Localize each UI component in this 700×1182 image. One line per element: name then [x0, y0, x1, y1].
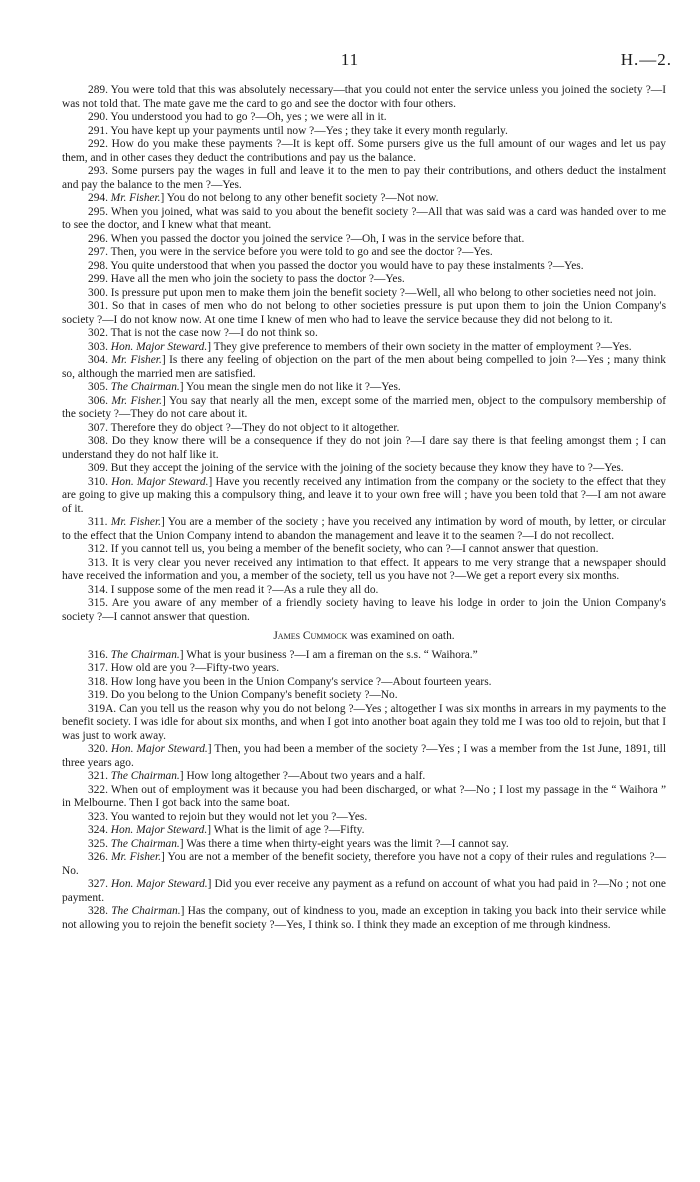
speaker-name: Hon. Major Steward. — [110, 743, 208, 755]
question-paragraph — [62, 165, 666, 192]
question-text: 307. Therefore they do object ?—They do not object to it altogether. — [88, 421, 400, 434]
question-text: You mean the single men do not like it ?—Yes. — [186, 381, 401, 393]
question-number: 320. — [88, 743, 108, 755]
question-number: 294. — [88, 192, 108, 204]
question-text: They give preference to members of their own society in the matter of employment ?—Yes. — [213, 340, 632, 353]
question-number: 328. — [88, 905, 108, 917]
question-number: 324. — [88, 824, 108, 836]
question-paragraph: 320. Hon. Major Steward.] Then, you had been a member of the society ?—Yes ; I was a member from the 1st June, 1891, till three years ago. — [62, 743, 667, 769]
witness-heading-rest: was examined on oath. — [347, 630, 455, 642]
question-text: Has the company, out of kindness to you, made an exception in taking you back into their service while not allowing you to rejoin the benefit society ?—Yes, I think so. I think they made an exception of me through kindness. — [62, 905, 666, 931]
witness-heading — [62, 630, 666, 644]
question-text: 297. Then, you were in the service before you were told to go and see the doctor ?—Yes. — [88, 246, 493, 258]
question-paragraph — [62, 543, 666, 557]
question-paragraph: 316. The Chairman.] What is your business ?—I am a fireman on the s.s. “ Waihora.” — [88, 648, 478, 661]
question-text: 313. It is very clear you never received any intimation to that effect. It appears to me very strange that a newspaper should have received the information and you, a member of the society, tell us you have not ?—We get a report every six months. — [62, 556, 666, 582]
question-text: 290. You understood you had to go ?—Oh, yes ; we were all in it. — [88, 111, 387, 123]
question-paragraph: 328. The Chairman.] Has the company, out of kindness to you, made an exception in taking you back into their service while not allowing you to rejoin the benefit society ?—Yes, I think so. I think they made an exception of me through kindness. — [62, 905, 666, 931]
question-text: 315. Are you aware of any member of a friendly society having to leave his lodge in order to join the Union Company's society ?—I cannot answer that question. — [62, 597, 666, 623]
speaker-name: Hon. Major Steward. — [110, 878, 208, 890]
speaker-name: The Chairman. — [110, 648, 180, 661]
speaker-name: Hon. Major Steward. — [111, 475, 209, 488]
question-text: Was there a time when thirty-eight years was the limit ?—I cannot say. — [186, 837, 509, 850]
question-paragraph: 306. Mr. Fisher.] You say that nearly all the men, except some of the married men, object to the compulsory membership of the society ?—They do not care about it. — [62, 394, 666, 420]
question-text: 322. When out of employment was it because you had been discharged, or what ?—No ; I lost my passage in the “ Waihora ” in Melbourne. Then I got back into the same boat. — [62, 783, 666, 809]
question-number: 303. — [88, 340, 108, 353]
question-paragraph: 324. Hon. Major Steward.] What is the limit of age ?—Fifty. — [88, 824, 365, 836]
speaker-name: Mr. Fisher. — [111, 354, 162, 366]
question-paragraph — [62, 138, 666, 165]
question-paragraph — [62, 246, 666, 260]
speaker-name: Mr. Fisher. — [110, 192, 161, 204]
question-number: 304. — [88, 354, 108, 366]
question-paragraph — [62, 676, 666, 690]
question-text: You are not a member of the benefit society, therefore you have not a copy of their rules and regulations ?—No. — [62, 851, 666, 877]
question-text: You do not belong to any other benefit society ?—Not now. — [166, 192, 439, 204]
question-text: 308. Do they know there will be a consequence if they do not join ?—I dare say there is that feeling amongst them ; I can understand they do not half like it. — [62, 435, 666, 461]
question-paragraph: 310. Hon. Major Steward.] Have you recently received any intimation from the company or the society to the effect that they are going to give up making this a compulsory thing, and leave it to your own free will ; have you been told that ?—I am not aware of it. — [62, 475, 666, 515]
question-text: 298. You quite understood that when you passed the doctor you would have to pay these instalments ?—Yes. — [88, 259, 584, 272]
question-text: 319A. Can you tell us the reason why you do not belong ?—Yes ; altogether I was six months in arrears in my payments to the benefit society. I was idle for about six months, and when I got into another boat again they told me I was too old to rejoin, but that I was just to work away. — [62, 702, 666, 742]
speaker-name: The Chairman. — [110, 837, 180, 850]
question-paragraph — [62, 300, 666, 327]
speaker-name: Mr. Fisher. — [110, 516, 162, 528]
question-paragraph — [62, 703, 666, 744]
question-paragraph — [62, 435, 666, 462]
question-paragraph: 311. Mr. Fisher.] You are a member of the society ; have you received any intimation by word of mouth, by letter, or circular to the effect that the Union Company intend to abandon the management and leave it to the seamen ?—I do not recollect. — [62, 516, 666, 542]
question-paragraph: 294. Mr. Fisher.] You do not belong to any other benefit society ?—Not now. — [88, 192, 439, 204]
question-text: How long altogether ?—About two years and a half. — [186, 770, 426, 782]
question-number: 325. — [88, 837, 108, 850]
question-text: 312. If you cannot tell us, you being a member of the benefit society, who can ?—I cannot answer that question. — [88, 543, 599, 555]
question-paragraph: 321. The Chairman.] How long altogether ?—About two years and a half. — [88, 770, 426, 782]
question-paragraph — [62, 260, 666, 274]
question-paragraph — [62, 689, 666, 703]
question-number: 321. — [88, 770, 108, 782]
question-text: Is there any feeling of objection on the part of the men about being compelled to join ?—Yes ; many think so, although the married men are satisfied. — [62, 354, 666, 380]
question-paragraph — [62, 462, 666, 476]
question-number: 327. — [88, 878, 108, 890]
witness-name: James Cummock — [273, 630, 348, 642]
question-text: You are a member of the society ; have you received any intimation by word of mouth, by letter, or circular to the effect that the Union Company intend to abandon the management and leave it to the seamen ?—I do not recollect. — [62, 516, 666, 542]
question-text: 291. You have kept up your payments until now ?—Yes ; they take it every month regularly. — [88, 124, 508, 137]
question-text: 300. Is pressure put upon men to make them join the benefit society ?—Well, all who belong to other societies need not join. — [88, 286, 657, 299]
question-text: What is your business ?—I am a fireman on the s.s. “ Waihora.” — [186, 648, 478, 661]
question-text: 309. But they accept the joining of the service with the joining of the society because they know they have to ?—Yes. — [88, 462, 624, 474]
question-number: 305. — [88, 381, 108, 393]
question-number: 316. — [88, 648, 108, 661]
document-code: H.—2. — [620, 50, 672, 69]
speaker-name: The Chairman. — [110, 770, 180, 782]
question-paragraph: 305. The Chairman.] You mean the single men do not like it ?—Yes. — [88, 381, 401, 393]
question-text: 289. You were told that this was absolutely necessary—that you could not enter the service unless you joined the society ?—I was not told that. The mate gave me the card to go and see the doctor with four others. — [62, 84, 666, 110]
question-text: 317. How old are you ?—Fifty-two years. — [88, 662, 280, 674]
question-number: 326. — [88, 851, 108, 863]
question-text: 318. How long have you been in the Union Company's service ?—About fourteen years. — [88, 675, 492, 688]
question-paragraph — [62, 287, 666, 301]
question-paragraph: 325. The Chairman.] Was there a time when thirty-eight years was the limit ?—I cannot say. — [88, 837, 509, 850]
question-text: 296. When you passed the doctor you joined the service ?—Oh, I was in the service before that. — [88, 232, 525, 245]
speaker-name: The Chairman. — [110, 381, 180, 393]
speaker-name: Mr. Fisher. — [111, 394, 162, 407]
evidence-section-1 — [62, 84, 666, 624]
question-paragraph — [62, 784, 666, 811]
question-paragraph — [62, 327, 666, 341]
question-paragraph — [62, 233, 666, 247]
question-text: 301. So that in cases of men who do not belong to other societies pressure is put upon them to join the Union Company's society ?—I do not know now. At one time I knew of men who had to leave the service because they did not belong to it. — [62, 300, 666, 326]
question-text: 302. That is not the case now ?—I do not think so. — [88, 327, 318, 339]
question-paragraph — [62, 597, 666, 624]
minutes-body — [62, 84, 666, 932]
question-text: 293. Some pursers pay the wages in full and leave it to the men to pay their contributions, and others deduct the instalment and pay the balance to the men ?—Yes. — [62, 165, 666, 191]
question-paragraph — [62, 811, 666, 825]
question-text: Did you ever receive any payment as a refund on account of what you had paid in ?—No ; not one payment. — [62, 878, 666, 904]
speaker-name: The Chairman. — [111, 905, 181, 917]
question-text: What is the limit of age ?—Fifty. — [213, 824, 365, 836]
question-paragraph: 304. Mr. Fisher.] Is there any feeling of objection on the part of the men about being compelled to join ?—Yes ; many think so, although the married men are satisfied. — [62, 354, 666, 380]
question-paragraph — [62, 111, 666, 125]
question-text: 295. When you joined, what was said to you about the benefit society ?—All that was said was a card was handed over to me to see the doctor, and I knew what that meant. — [62, 205, 666, 231]
question-text: Have you recently received any intimation from the company or the society to the effect that they are going to give up making this a compulsory thing, and leave it to your own free will ; have you been told that ?—I am not aware of it. — [62, 475, 666, 515]
question-paragraph — [62, 584, 666, 598]
question-text: 299. Have all the men who join the society to pass the doctor ?—Yes. — [88, 273, 405, 285]
speaker-name: Mr. Fisher. — [111, 851, 162, 863]
question-paragraph — [62, 206, 666, 233]
question-text: Then, you had been a member of the society ?—Yes ; I was a member from the 1st June, 1891, till three years ago. — [62, 743, 667, 769]
question-text: 292. How do you make these payments ?—It is kept off. Some pursers give us the full amount of our wages and let us pay them, and in other cases they deduct the contributions and pay us the balance. — [62, 138, 666, 164]
question-text: 323. You wanted to rejoin but they would not let you ?—Yes. — [88, 810, 368, 823]
question-text: 319. Do you belong to the Union Company's benefit society ?—No. — [88, 689, 398, 701]
question-text: 314. I suppose some of the men read it ?—As a rule they all do. — [88, 583, 379, 596]
evidence-section-2 — [62, 649, 666, 933]
page-number: 11 — [340, 50, 360, 69]
question-number: 310. — [88, 475, 108, 488]
question-text: You say that nearly all the men, except some of the married men, object to the compulsory membership of the society ?—They do not care about it. — [62, 394, 666, 420]
question-paragraph — [62, 273, 666, 287]
question-paragraph — [62, 125, 666, 139]
question-paragraph: 303. Hon. Major Steward.] They give preference to members of their own society in the matter of employment ?—Yes. — [88, 340, 632, 353]
question-paragraph: 326. Mr. Fisher.] You are not a member of the benefit society, therefore you have not a copy of their rules and regulations ?—No. — [62, 851, 666, 877]
question-paragraph — [62, 422, 666, 436]
speaker-name: Hon. Major Steward. — [110, 824, 208, 836]
question-paragraph — [62, 662, 666, 676]
question-paragraph — [62, 84, 666, 111]
question-paragraph: 327. Hon. Major Steward.] Did you ever receive any payment as a refund on account of what you had paid in ?—No ; not one payment. — [62, 878, 666, 904]
speaker-name: Hon. Major Steward. — [110, 340, 208, 353]
question-number: 311. — [88, 516, 108, 528]
question-paragraph — [62, 557, 666, 584]
question-number: 306. — [88, 394, 108, 407]
